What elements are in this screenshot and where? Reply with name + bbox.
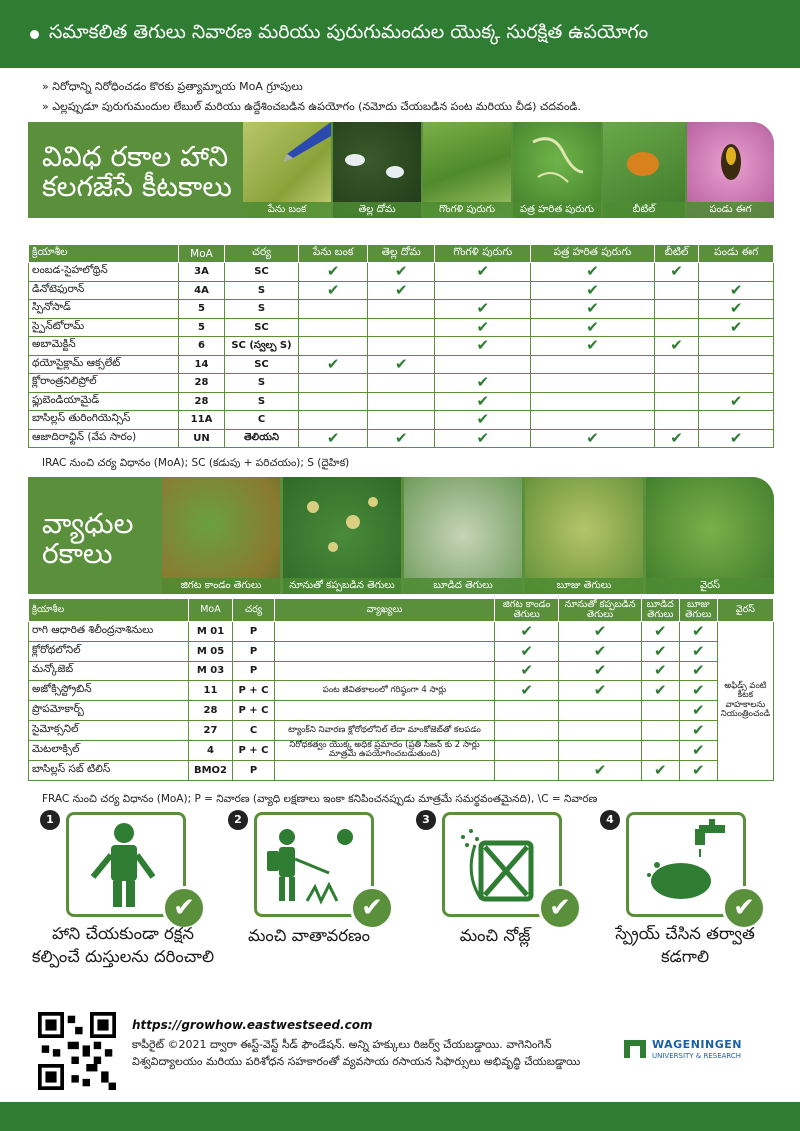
active-ingredient: ఆజాదిరాఛ్టిన్ (వేప సారం) <box>29 429 179 448</box>
empty-cell <box>368 300 435 319</box>
disease-footnote: FRAC నుంచి చర్య విధానం (MoA); P = నివారణ (వ్యాధి లక్షణాలు ఇంకా కనిపించనప్పుడు మాత్రమే సమర్థవంతమైనది), \C = నివారణ <box>42 793 598 805</box>
empty-cell <box>531 411 654 430</box>
moa-code: 14 <box>179 355 225 374</box>
disease-row <box>29 641 774 661</box>
virus-image <box>646 477 774 594</box>
col-d-active: క్రియాశీల <box>29 599 189 622</box>
bullet-icon <box>30 30 39 39</box>
downy-caption: నూనుతో కప్పబడిన తెగులు <box>283 578 401 594</box>
step-1-label: హాని చేయకుండా రక్షన కల్పించే దుస్తులను దరించాలి <box>31 924 215 966</box>
remark <box>275 622 495 642</box>
check-icon: ✔ <box>654 337 699 356</box>
step-1-number: 1 <box>40 810 60 830</box>
caterpillar-image <box>423 122 511 218</box>
empty-cell <box>654 392 699 411</box>
moa-code: UN <box>179 429 225 448</box>
moa-code: M 03 <box>189 661 233 681</box>
moa-code: M 05 <box>189 641 233 661</box>
active-ingredient: మెటలాక్సిల్ <box>29 740 189 760</box>
remark <box>275 760 495 780</box>
note-moa: » నిరోధాన్ని నిరోధించడం కొరకు ప్రత్యామ్నాయ MoA గ్రూపులు <box>42 80 303 93</box>
remark <box>275 701 495 721</box>
check-icon: ✔ <box>531 281 654 300</box>
col-d-moa: MoA <box>189 599 233 622</box>
check-icon: ✔ <box>641 641 679 661</box>
check-icon: ✔ <box>368 355 435 374</box>
empty-cell <box>299 411 368 430</box>
empty-cell <box>654 318 699 337</box>
step-2-number: 2 <box>228 810 248 830</box>
empty-cell <box>654 355 699 374</box>
remark <box>275 661 495 681</box>
aphid-caption: పేను బంక <box>243 202 331 218</box>
check-icon: ✔ <box>679 622 717 642</box>
empty-cell <box>654 300 699 319</box>
check-icon: ✔ <box>299 429 368 448</box>
caterpillar-caption: గొంగళి పురుగు <box>423 202 511 218</box>
whitefly-caption: తెల్ల దోమ <box>333 202 421 218</box>
empty-cell <box>654 281 699 300</box>
moa-code: 27 <box>189 720 233 740</box>
empty-cell <box>368 337 435 356</box>
check-icon: ✔ <box>435 374 531 393</box>
mode-of-action: SC <box>225 355 299 374</box>
moa-code: 5 <box>179 300 225 319</box>
pen-icon <box>243 122 331 202</box>
empty-cell <box>495 740 559 760</box>
active-ingredient: బాసిల్లస్ తురింగియెన్సిస్ <box>29 411 179 430</box>
wageningen-logo-name: WAGENINGEN <box>652 1038 742 1051</box>
gummy-stem-caption: జిగట కాండం తెగులు <box>162 578 280 594</box>
active-ingredient: స్పైన్‌టోరామ్ <box>29 318 179 337</box>
moa-code: BMO2 <box>189 760 233 780</box>
moa-code: M 01 <box>189 622 233 642</box>
empty-cell <box>699 355 774 374</box>
pest-footnote: IRAC నుంచి చర్య విధానం (MoA); SC (కడుపు + పరిచయం); S (దైహిక) <box>42 457 350 469</box>
col-d-mode: చర్య <box>233 599 275 622</box>
pest-row <box>29 281 774 300</box>
moa-code: 28 <box>179 374 225 393</box>
mode-of-action: P + C <box>233 740 275 760</box>
mode-of-action: S <box>225 281 299 300</box>
check-icon: ✔ <box>641 661 679 681</box>
mode-of-action: P <box>233 661 275 681</box>
powdery-image <box>525 477 643 594</box>
disease-row <box>29 720 774 740</box>
check-icon: ✔ <box>299 355 368 374</box>
mode-of-action: P + C <box>233 701 275 721</box>
check-icon: ✔ <box>531 318 654 337</box>
empty-cell <box>299 300 368 319</box>
check-icon: ✔ <box>495 681 559 701</box>
empty-cell <box>495 720 559 740</box>
check-icon: ✔ <box>495 661 559 681</box>
empty-cell <box>368 318 435 337</box>
mode-of-action: S <box>225 300 299 319</box>
check-icon: ✔ <box>435 300 531 319</box>
powdery-caption: బూజు తెగులు <box>525 578 643 594</box>
active-ingredient: అజోక్సిస్ట్రోబిన్ <box>29 681 189 701</box>
step-3-number: 3 <box>416 810 436 830</box>
col-fruitfly: పండు ఈగ <box>699 245 774 263</box>
pest-row <box>29 374 774 393</box>
empty-cell <box>368 392 435 411</box>
col-whitefly: తెల్ల దోమ <box>368 245 435 263</box>
beetle-caption: బీటిల్ <box>603 202 685 218</box>
check-icon: ✔ <box>699 300 774 319</box>
check-icon: ✔ <box>299 281 368 300</box>
mode-of-action: P <box>233 641 275 661</box>
virus-caption: వైరస్ <box>646 578 774 594</box>
mode-of-action: SC <box>225 263 299 282</box>
check-icon: ✔ <box>654 429 699 448</box>
moa-code: 11A <box>179 411 225 430</box>
active-ingredient: అబామెక్టిన్ <box>29 337 179 356</box>
moa-code: 4A <box>179 281 225 300</box>
mode-of-action: SC (స్వల్ప S) <box>225 337 299 356</box>
pest-row <box>29 392 774 411</box>
step-2-check-icon: ✔ <box>350 886 394 930</box>
empty-cell <box>641 740 679 760</box>
whitefly-image <box>333 122 421 218</box>
pest-table-header <box>29 245 774 263</box>
col-d-downy: నూనుతో కప్పబడిన తెగులు <box>559 599 641 622</box>
pest-row <box>29 300 774 319</box>
check-icon: ✔ <box>679 760 717 780</box>
col-caterpillar: గొంగళి పురుగు <box>435 245 531 263</box>
mode-of-action: SC <box>225 318 299 337</box>
disease-row <box>29 622 774 642</box>
active-ingredient: మన్కోజెబ్ <box>29 661 189 681</box>
beetle-icon <box>603 122 685 202</box>
fruitfly-caption: పండు ఈగ <box>687 202 774 218</box>
disease-table <box>28 598 774 781</box>
pest-section-title: వివిధ రకాల హాని కలగజేసే కీటకాలు <box>42 140 232 203</box>
check-icon: ✔ <box>368 281 435 300</box>
step-4-check-icon: ✔ <box>722 886 766 930</box>
disease-row <box>29 661 774 681</box>
gray-mold-caption: బూడిద తెగులు <box>404 578 522 594</box>
active-ingredient: రాగి ఆధారిత శిలీంద్రనాశినులు <box>29 622 189 642</box>
whitefly-icon <box>333 122 421 202</box>
pest-row <box>29 318 774 337</box>
remark <box>275 641 495 661</box>
empty-cell <box>495 760 559 780</box>
check-icon: ✔ <box>435 337 531 356</box>
disease-row <box>29 740 774 760</box>
mode-of-action: S <box>225 374 299 393</box>
check-icon: ✔ <box>679 701 717 721</box>
pest-table <box>28 244 774 448</box>
pest-banner <box>28 122 774 218</box>
check-icon: ✔ <box>641 760 679 780</box>
active-ingredient: డినోటెఫురాన్ <box>29 281 179 300</box>
mode-of-action: P + C <box>233 681 275 701</box>
pest-row <box>29 355 774 374</box>
footer-bar <box>0 1102 800 1131</box>
check-icon: ✔ <box>699 281 774 300</box>
website-link[interactable]: https://growhow.eastwestseed.com <box>132 1018 373 1032</box>
remark: నిరోధకత్వం యొక్క అధిక ప్రమాదం (ప్రతి సీజన్ కు 2 సార్లు మాత్రమే ఉపయోగించబడుతుంది) <box>275 740 495 760</box>
virus-note: అఫిడ్స్ వంటి కీటక వాహకాలను నియంత్రించండి <box>717 622 773 781</box>
empty-cell <box>559 701 641 721</box>
pest-row <box>29 411 774 430</box>
check-icon: ✔ <box>435 263 531 282</box>
remark: పంట జీవితకాలంలో గరిష్ఠంగా 4 సార్లు <box>275 681 495 701</box>
pest-row <box>29 263 774 282</box>
moa-code: 6 <box>179 337 225 356</box>
empty-cell <box>435 281 531 300</box>
copyright-text: కాపీరైట్ ©2021 ద్వారా ఈస్ట్-వెస్ట్ సీడ్ ఫౌండేషన్. అన్ని హక్కులు రిజర్వ్ చేయబడ్డాయి. వాగెనింగెన్ విశ్వవిద్యాలయం మరియు పరిశోధన సహకారంతో వ్యవసాయ రసాయన సిఫార్సులు అభివృద్ధి చేయబడ్డాయి <box>132 1038 581 1068</box>
note-label: » ఎల్లప్పుడూ పురుగుమందుల లేబుల్ మరియు ఉద్దేశించబడిన ఉపయోగం (నమోదు చేయబడిన పంట మరియు చీడ) చదవండి. <box>42 100 582 113</box>
leafminer-trail-icon <box>513 122 601 202</box>
moa-code: 28 <box>179 392 225 411</box>
empty-cell <box>368 374 435 393</box>
beetle-image <box>603 122 685 218</box>
remark: ట్యాంక్‌ని నివారణ క్లోరోథలోనిల్ లేదా మాంకోజెబ్‌తో కలపడం <box>275 720 495 740</box>
check-icon: ✔ <box>699 392 774 411</box>
step-1-check-icon: ✔ <box>162 886 206 930</box>
empty-cell <box>654 411 699 430</box>
check-icon: ✔ <box>435 429 531 448</box>
active-ingredient: సైమోక్సనిల్ <box>29 720 189 740</box>
check-icon: ✔ <box>699 318 774 337</box>
active-ingredient: స్పినోసాడ్ <box>29 300 179 319</box>
check-icon: ✔ <box>435 411 531 430</box>
empty-cell <box>559 740 641 760</box>
check-icon: ✔ <box>679 661 717 681</box>
active-ingredient: లంబడ-సైహలోథ్రిన్ <box>29 263 179 282</box>
disease-section-title: వ్యాధుల రకాలు <box>42 507 134 570</box>
check-icon: ✔ <box>495 641 559 661</box>
gummy-stem-image <box>162 477 280 594</box>
step-3-check-icon: ✔ <box>538 886 582 930</box>
empty-cell <box>435 355 531 374</box>
check-icon: ✔ <box>435 392 531 411</box>
mode-of-action: P <box>233 622 275 642</box>
check-icon: ✔ <box>495 622 559 642</box>
check-icon: ✔ <box>559 641 641 661</box>
check-icon: ✔ <box>531 300 654 319</box>
active-ingredient: బాసిల్లస్ సబ్‌ టిలిస్ <box>29 760 189 780</box>
col-moa: MoA <box>179 245 225 263</box>
empty-cell <box>641 701 679 721</box>
check-icon: ✔ <box>641 681 679 701</box>
page-title: సమాకలిత తెగులు నివారణ మరియు పురుగుమందుల యొక్క సురక్షిత ఉపయోగం <box>49 20 649 43</box>
check-icon: ✔ <box>679 681 717 701</box>
check-icon: ✔ <box>559 622 641 642</box>
empty-cell <box>531 374 654 393</box>
check-icon: ✔ <box>679 740 717 760</box>
empty-cell <box>559 720 641 740</box>
disease-row <box>29 760 774 780</box>
moa-code: 3A <box>179 263 225 282</box>
empty-cell <box>654 374 699 393</box>
spots-icon <box>283 477 401 577</box>
disease-row <box>29 701 774 721</box>
col-d-notes: వ్యాఖ్యలు <box>275 599 495 622</box>
gray-mold-image <box>404 477 522 594</box>
empty-cell <box>299 374 368 393</box>
qr-code-icon[interactable] <box>36 1012 118 1090</box>
pest-row <box>29 337 774 356</box>
check-icon: ✔ <box>531 263 654 282</box>
empty-cell <box>368 411 435 430</box>
check-icon: ✔ <box>435 318 531 337</box>
col-mode: చర్య <box>225 245 299 263</box>
moa-code: 4 <box>189 740 233 760</box>
aphid-image <box>243 122 331 218</box>
fruitfly-image <box>687 122 774 218</box>
empty-cell <box>531 355 654 374</box>
col-leafminer: పత్ర హరిత పురుగు <box>531 245 654 263</box>
moa-code: 11 <box>189 681 233 701</box>
step-3-label: మంచి నోజ్ల్ <box>459 926 531 945</box>
disease-table-header <box>29 599 774 622</box>
check-icon: ✔ <box>679 720 717 740</box>
check-icon: ✔ <box>299 263 368 282</box>
step-4-label: స్ప్రేయ్ చేసిన తర్వాత కడగాలి <box>615 924 755 966</box>
check-icon: ✔ <box>641 622 679 642</box>
col-aphid: పేను బంక <box>299 245 368 263</box>
active-ingredient: ఫ్లుబెండియామైడ్ <box>29 392 179 411</box>
check-icon: ✔ <box>679 641 717 661</box>
disease-banner <box>28 477 774 594</box>
active-ingredient: ప్రొపమోకార్బ్ <box>29 701 189 721</box>
check-icon: ✔ <box>368 263 435 282</box>
col-beetle: బీటిల్ <box>654 245 699 263</box>
moa-code: 5 <box>179 318 225 337</box>
step-4-number: 4 <box>600 810 620 830</box>
pest-row <box>29 429 774 448</box>
active-ingredient: థయోసైక్లామ్ ఆక్సలేట్ <box>29 355 179 374</box>
mode-of-action: C <box>225 411 299 430</box>
check-icon: ✔ <box>368 429 435 448</box>
col-active: క్రియాశీల <box>29 245 179 263</box>
mode-of-action: తెలియని <box>225 429 299 448</box>
downy-image <box>283 477 401 594</box>
leafminer-caption: పత్ర హరిత పురుగు <box>513 202 601 218</box>
empty-cell <box>299 318 368 337</box>
wageningen-logo-sub: UNIVERSITY & RESEARCH <box>652 1052 742 1060</box>
leafminer-image <box>513 122 601 218</box>
empty-cell <box>699 411 774 430</box>
empty-cell <box>699 263 774 282</box>
mode-of-action: S <box>225 392 299 411</box>
moa-code: 28 <box>189 701 233 721</box>
empty-cell <box>299 337 368 356</box>
check-icon: ✔ <box>531 429 654 448</box>
fruitfly-icon <box>687 122 774 202</box>
check-icon: ✔ <box>559 681 641 701</box>
empty-cell <box>531 392 654 411</box>
empty-cell <box>299 392 368 411</box>
col-d-virus: వైరస్ <box>717 599 773 622</box>
active-ingredient: క్లోరోథలోనిల్ <box>29 641 189 661</box>
empty-cell <box>495 701 559 721</box>
check-icon: ✔ <box>654 263 699 282</box>
header-bar <box>0 0 800 68</box>
active-ingredient: క్లోరాంత్రనిలిప్రోల్ <box>29 374 179 393</box>
col-d-gray: బూడిద తెగులు <box>641 599 679 622</box>
mode-of-action: C <box>233 720 275 740</box>
step-2-label: మంచి వాతావరణం <box>247 926 371 945</box>
check-icon: ✔ <box>559 760 641 780</box>
empty-cell <box>699 337 774 356</box>
check-icon: ✔ <box>531 337 654 356</box>
empty-cell <box>699 374 774 393</box>
check-icon: ✔ <box>699 429 774 448</box>
check-icon: ✔ <box>559 661 641 681</box>
mode-of-action: P <box>233 760 275 780</box>
col-d-gummy: జిగట కాండం తెగులు <box>495 599 559 622</box>
col-d-powdery: బూజు తెగులు <box>679 599 717 622</box>
empty-cell <box>641 720 679 740</box>
disease-row <box>29 681 774 701</box>
